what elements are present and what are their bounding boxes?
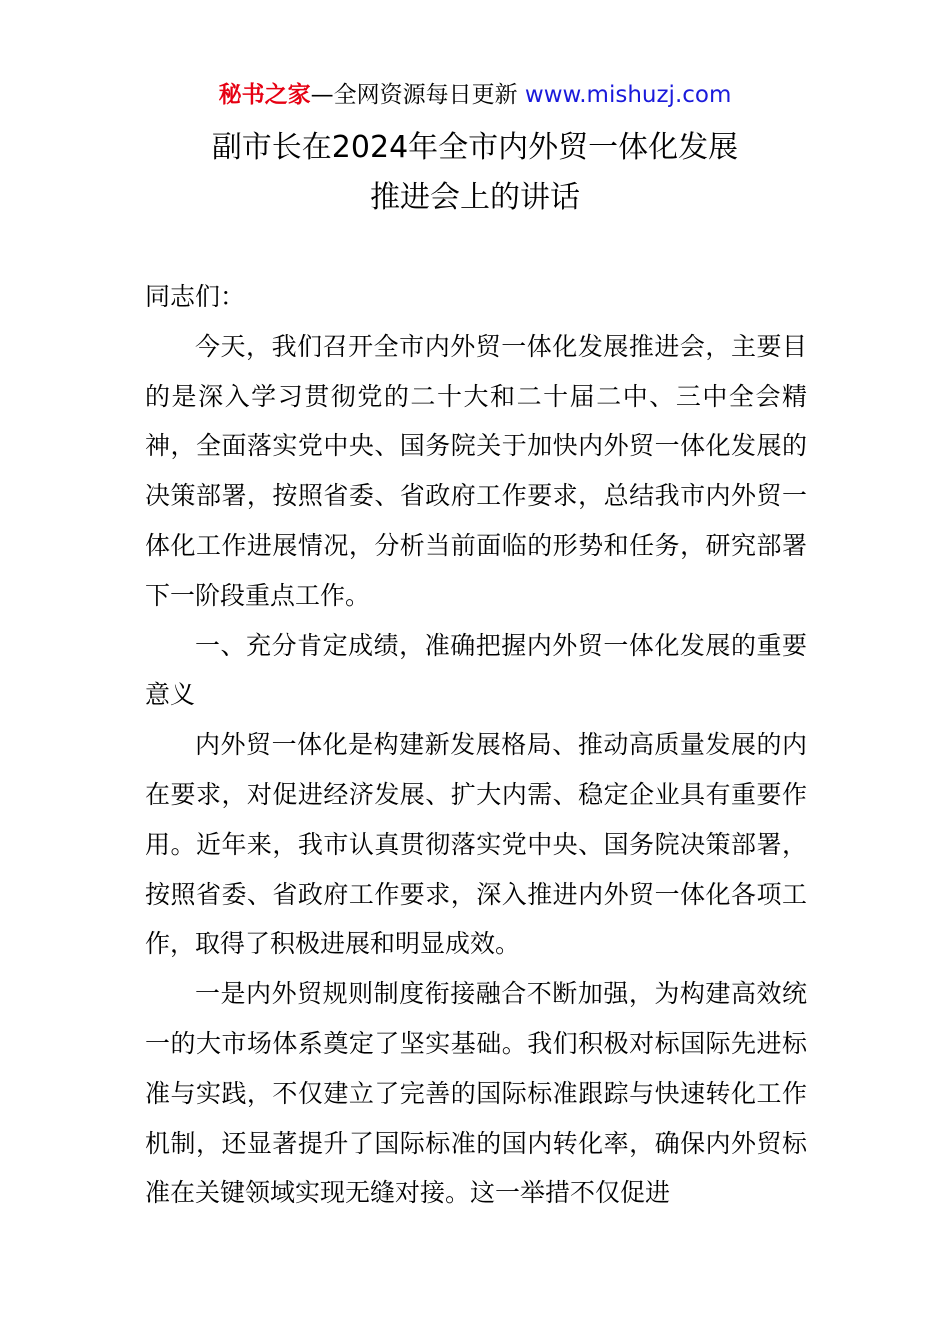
paragraph-significance: 内外贸一体化是构建新发展格局、推动高质量发展的内在要求，对促进经济发展、扩大内需、稳定企业具有重要作用。近年来，我市认真贯彻落实党中央、国务院决策部署，按照省委、省政府工作要求，深入推进内外贸一体化各项工作，取得了积极进展和明显成效。	[145, 730, 807, 959]
site-brand: 秘书之家	[218, 82, 311, 108]
site-url-link[interactable]: www.mishuzj.com	[524, 82, 732, 108]
document-body	[145, 272, 807, 1218]
section-heading-1: 一、充分肯定成绩，准确把握内外贸一体化发展的重要意义	[145, 630, 807, 710]
document-title-line-2: 推进会上的讲话	[370, 180, 580, 215]
paragraph-opening: 今天，我们召开全市内外贸一体化发展推进会，主要目的是深入学习贯彻党的二十大和二十届二中、三中全会精神，全面落实党中央、国务院关于加快内外贸一体化发展的决策部署，按照省委、省政府工作要求，总结我市内外贸一体化工作进展情况，分析当前面临的形势和任务，研究部署下一阶段重点工作。	[145, 331, 807, 610]
paragraph-point-one: 一是内外贸规则制度衔接融合不断加强，为构建高效统一的大市场体系奠定了坚实基础。我们积极对标国际先进标准与实践，不仅建立了完善的国际标准跟踪与快速转化工作机制，还显著提升了国际标准的国内转化率，确保内外贸标准在关键领域实现无缝对接。这一举措不仅促进	[145, 979, 807, 1208]
salutation: 同志们：	[145, 282, 246, 311]
site-header	[0, 78, 950, 112]
site-tagline: —全网资源每日更新	[310, 82, 525, 108]
document-title-line-1: 副市长在2024年全市内外贸一体化发展	[211, 130, 739, 165]
